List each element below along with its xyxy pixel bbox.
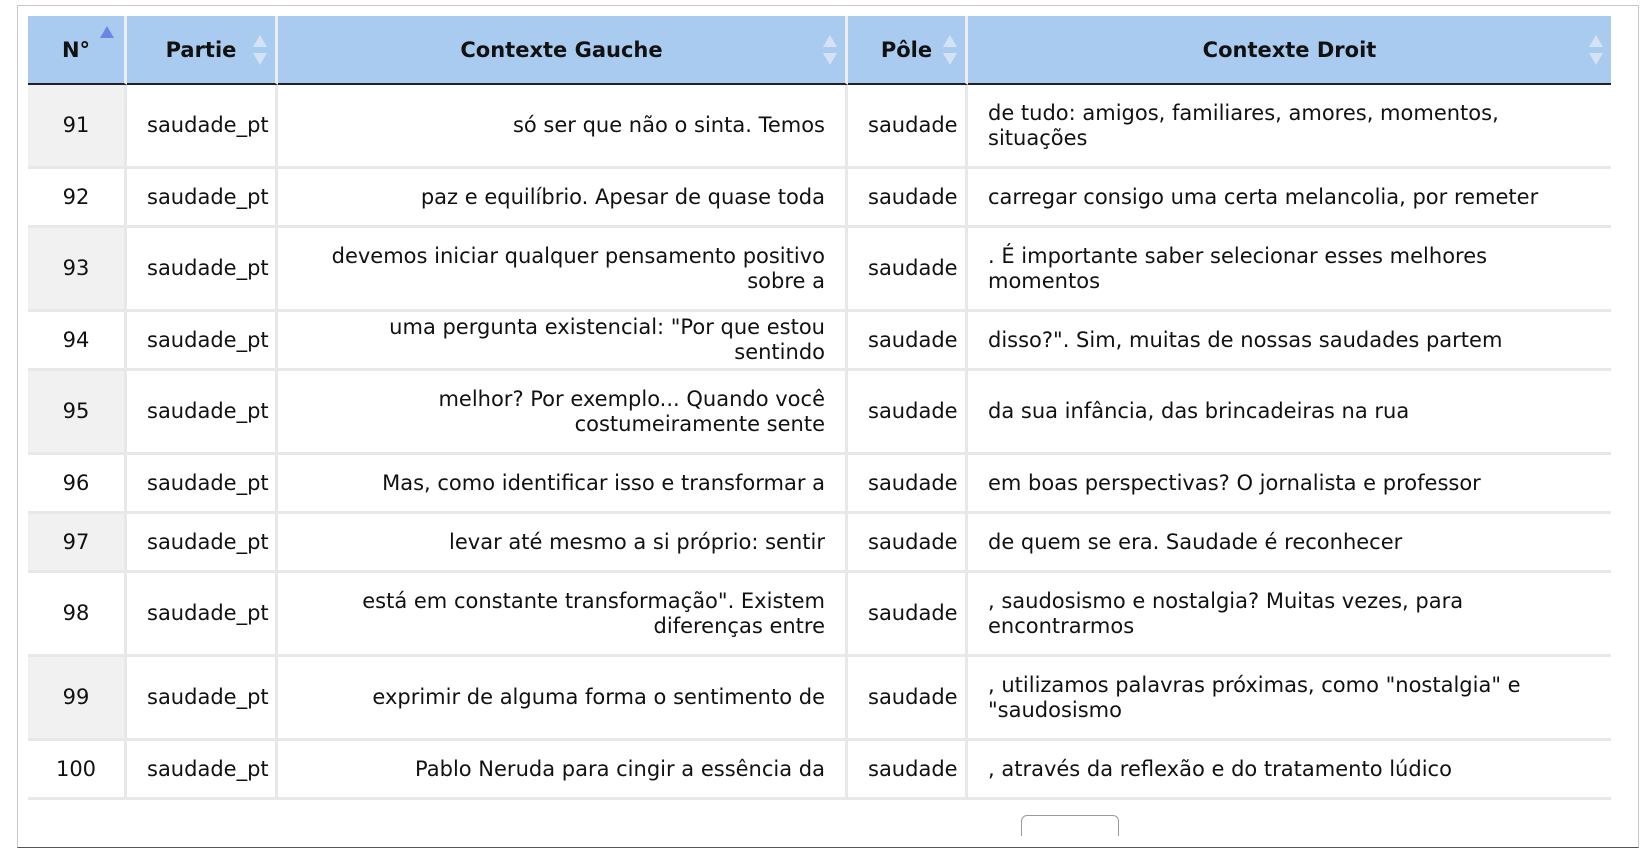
table-row[interactable] [28,573,1611,657]
cell-pole: saudade [848,169,968,228]
table-row[interactable] [28,371,1611,455]
cell-contexte-gauche: uma pergunta existencial: "Por que estou sentindo [278,312,848,371]
cell-num: 100 [28,741,127,800]
concordance-table [28,16,1611,800]
sort-icon[interactable] [943,35,957,65]
cell-contexte-gauche: está em constante transformação". Existem diferenças entre [278,573,848,657]
table-row[interactable] [28,514,1611,573]
cell-pole: saudade [848,455,968,514]
cell-contexte-droit: , através da reflexão e do tratamento lúdico [968,741,1611,800]
cell-contexte-gauche: melhor? Por exemplo... Quando você costumeiramente sente [278,371,848,455]
cell-contexte-droit: disso?". Sim, muitas de nossas saudades partem [968,312,1611,371]
cell-partie: saudade_pt [127,371,278,455]
cell-contexte-droit: de tudo: amigos, familiares, amores, momentos, situações [968,85,1611,169]
table-row[interactable] [28,169,1611,228]
sort-icon[interactable] [253,35,267,65]
table-row[interactable] [28,455,1611,514]
cell-num: 91 [28,85,127,169]
cell-pole: saudade [848,741,968,800]
cell-partie: saudade_pt [127,85,278,169]
sort-icon[interactable] [1589,35,1603,65]
cell-pole: saudade [848,657,968,741]
table-row[interactable] [28,228,1611,312]
column-header-label: Contexte Gauche [460,37,663,62]
column-header-contexte-droit[interactable] [968,16,1611,85]
cell-partie: saudade_pt [127,514,278,573]
column-header-num[interactable] [28,16,127,85]
cell-contexte-gauche: Mas, como identificar isso e transformar a [278,455,848,514]
cell-contexte-gauche: levar até mesmo a si próprio: sentir [278,514,848,573]
cell-num: 95 [28,371,127,455]
cell-num: 93 [28,228,127,312]
cell-pole: saudade [848,573,968,657]
cell-pole: saudade [848,514,968,573]
column-header-partie[interactable] [127,16,278,85]
cell-partie: saudade_pt [127,573,278,657]
cell-partie: saudade_pt [127,169,278,228]
sort-ascending-icon[interactable] [100,26,114,56]
table-row[interactable] [28,741,1611,800]
header-row [28,16,1611,85]
cell-contexte-droit: carregar consigo uma certa melancolia, por remeter [968,169,1611,228]
cell-partie: saudade_pt [127,228,278,312]
column-header-label: Pôle [880,37,933,62]
cell-num: 99 [28,657,127,741]
pagination-button[interactable] [1021,815,1119,836]
cell-contexte-gauche: paz e equilíbrio. Apesar de quase toda [278,169,848,228]
cell-partie: saudade_pt [127,455,278,514]
cell-contexte-gauche: devemos iniciar qualquer pensamento positivo sobre a [278,228,848,312]
cell-contexte-droit: de quem se era. Saudade é reconhecer [968,514,1611,573]
column-header-label: N° [61,37,91,62]
cell-pole: saudade [848,228,968,312]
table-row[interactable] [28,85,1611,169]
cell-contexte-droit: , utilizamos palavras próximas, como "nostalgia" e "saudosismo [968,657,1611,741]
column-header-pole[interactable] [848,16,968,85]
table-row[interactable] [28,657,1611,741]
cell-pole: saudade [848,371,968,455]
cell-contexte-droit: em boas perspectivas? O jornalista e professor [968,455,1611,514]
cell-partie: saudade_pt [127,741,278,800]
cell-contexte-droit: da sua infância, das brincadeiras na rua [968,371,1611,455]
cell-contexte-gauche: exprimir de alguma forma o sentimento de [278,657,848,741]
cell-contexte-droit: . É importante saber selecionar esses melhores momentos [968,228,1611,312]
cell-pole: saudade [848,85,968,169]
column-header-contexte-gauche[interactable] [278,16,848,85]
cell-partie: saudade_pt [127,657,278,741]
cell-contexte-gauche: só ser que não o sinta. Temos [278,85,848,169]
cell-pole: saudade [848,312,968,371]
sort-icon[interactable] [823,35,837,65]
column-header-label: Contexte Droit [1202,37,1377,62]
table-row[interactable] [28,312,1611,371]
cell-num: 94 [28,312,127,371]
cell-partie: saudade_pt [127,312,278,371]
cell-num: 96 [28,455,127,514]
cell-num: 98 [28,573,127,657]
cell-contexte-gauche: Pablo Neruda para cingir a essência da [278,741,848,800]
cell-contexte-droit: , saudosismo e nostalgia? Muitas vezes, para encontrarmos [968,573,1611,657]
column-header-label: Partie [165,37,237,62]
cell-num: 97 [28,514,127,573]
cell-num: 92 [28,169,127,228]
